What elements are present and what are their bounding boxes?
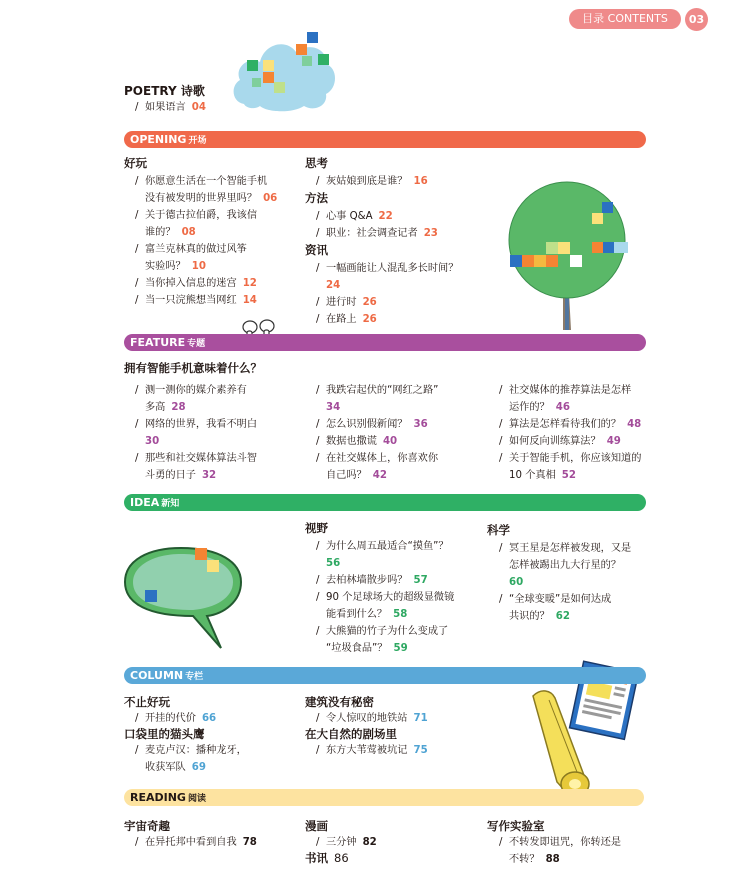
entry-page: 62	[555, 611, 570, 622]
entry-line	[135, 834, 257, 851]
slash-mark: /	[135, 745, 139, 756]
slash-mark: /	[316, 626, 320, 637]
section-bar-reading	[124, 789, 644, 806]
entry-page: 30	[145, 436, 160, 447]
entry-title: 多高	[145, 402, 166, 413]
entry-title: 为什么周五最适合“摸鱼”？	[326, 541, 449, 552]
entry-line	[499, 399, 570, 416]
entry-title: 那些和社交媒体算法斗智	[145, 453, 258, 464]
entry-title: 三分钟	[326, 837, 357, 848]
entry-line	[499, 834, 621, 851]
entry-title: 关于智能手机，你应该知道的	[509, 453, 642, 464]
slash-mark: /	[135, 295, 139, 306]
slash-mark: /	[316, 436, 320, 447]
entry-page: 34	[326, 402, 341, 413]
entry-title: 关于德古拉伯爵，我该信	[145, 210, 258, 221]
entry-page: 88	[545, 854, 560, 865]
slash-mark: /	[316, 419, 320, 430]
slash-mark: /	[316, 837, 320, 848]
slash-mark: /	[135, 278, 139, 289]
slash-mark: /	[316, 592, 320, 603]
entry-line	[135, 759, 206, 776]
subsection-heading: 方法	[305, 191, 328, 205]
entry-line	[499, 540, 631, 557]
section-bar-idea	[124, 494, 646, 511]
entry-title: 心事 Q&A	[326, 211, 373, 222]
entry-page: 59	[393, 643, 408, 654]
entry-page: 49	[606, 436, 621, 447]
entry-title: 测一测你的媒介素养有	[145, 385, 247, 396]
entry-page: 24	[326, 280, 341, 291]
entry-line	[316, 742, 428, 759]
entry-page: 69	[191, 762, 206, 773]
slash-mark: /	[135, 713, 139, 724]
entry-page: 23	[423, 228, 438, 239]
entry-title: 令人惊叹的地铁站	[326, 713, 408, 724]
entry-page: 52	[561, 470, 576, 481]
entry-line	[316, 606, 407, 623]
subsection-heading: 建筑没有秘密	[305, 695, 374, 709]
bar-subtitle: 开场	[188, 136, 207, 146]
slash-mark: /	[135, 419, 139, 430]
entry-line	[135, 173, 267, 190]
entry-title: 能看到什么？	[326, 609, 388, 620]
entry-title: 不转？	[509, 854, 540, 865]
entry-title: 东方大苇莺被坑记	[326, 745, 408, 756]
entry-line	[499, 433, 621, 450]
page-number: 03	[685, 8, 708, 31]
entry-title: 冥王星是怎样被发现，又是	[509, 543, 632, 554]
entry-line	[135, 416, 257, 433]
entry-line	[499, 416, 641, 433]
poetry-entry[interactable]: / 如果语言 04	[135, 102, 206, 113]
entry-line	[316, 382, 438, 399]
entry-line	[135, 275, 257, 292]
entry-title: 斗勇的日子	[145, 470, 196, 481]
poetry-heading: POETRY 诗歌	[124, 84, 205, 98]
entry-line	[316, 710, 428, 727]
entry-page: 14	[242, 295, 257, 306]
entry-title: 实验吗？	[145, 261, 186, 272]
subsection-heading: 科学	[487, 523, 510, 537]
entry-page: 71	[413, 713, 428, 724]
entry-line	[135, 742, 247, 759]
bar-subtitle: 新知	[161, 499, 180, 509]
bar-title: READING	[130, 791, 186, 804]
entry-page: 86	[334, 851, 349, 865]
entry-title: 你愿意生活在一个智能手机	[145, 176, 268, 187]
entry-title: 开挂的代价	[145, 713, 196, 724]
slash-mark: /	[135, 453, 139, 464]
entry-line	[499, 467, 576, 484]
entry-title: 大熊猫的竹子为什么变成了	[326, 626, 449, 637]
entry-page: 26	[362, 314, 377, 325]
entry-line	[135, 433, 159, 450]
entry-title: “垃圾食品”？	[326, 643, 388, 654]
entry-line	[135, 292, 257, 309]
entry-title: 一幅画能让人混乱多长时间？	[326, 263, 459, 274]
entry-line	[316, 173, 428, 190]
slash-mark: /	[316, 176, 320, 187]
entry-page: 32	[201, 470, 217, 481]
slash-mark: /	[499, 436, 503, 447]
entry-line	[316, 277, 340, 294]
entry-page: 48	[627, 419, 642, 430]
bar-title: OPENING	[130, 133, 187, 146]
entry-title: 麦克卢汉：播种龙牙，	[145, 745, 247, 756]
bar-title: COLUMN	[130, 669, 184, 682]
bar-title: FEATURE	[130, 336, 186, 349]
entry-line	[135, 224, 196, 241]
entry-page: 56	[326, 558, 341, 569]
entry-page: 12	[242, 278, 257, 289]
entry-line	[135, 382, 247, 399]
entry-line	[316, 834, 377, 851]
section-bar-column	[124, 667, 646, 684]
subsection-heading: 口袋里的猫头鹰	[124, 727, 205, 741]
entry-title: 共识的？	[509, 611, 550, 622]
entry-title: 在路上	[326, 314, 357, 325]
entry-title: 职业：社会调查记者	[326, 228, 418, 239]
entry-line	[135, 710, 216, 727]
entry-page: 26	[362, 297, 377, 308]
slash-mark: /	[499, 594, 503, 605]
entry-title: 算法是怎样看待我们的？	[509, 419, 622, 430]
entry-title: 没有被发明的世界里吗？	[145, 193, 258, 204]
entry-line	[316, 467, 387, 484]
bar-subtitle: 专栏	[185, 672, 204, 682]
entry-page: 57	[413, 575, 428, 586]
entry-title: 社交媒体的推荐算法是怎样	[509, 385, 632, 396]
entry-title: 当你掉入信息的迷宫	[145, 278, 237, 289]
entry-page: 36	[413, 419, 428, 430]
entry-title: “全球变暖”是如何达成	[509, 594, 612, 605]
slash-mark: /	[316, 211, 320, 222]
entry-page: 22	[378, 211, 393, 222]
entry-line	[499, 450, 641, 467]
entry-title: 10 个真相	[509, 470, 556, 481]
subsection-heading: 资讯	[305, 243, 328, 257]
entry-title: 我跌宕起伏的“网红之路”	[326, 385, 439, 396]
contents-label: 目录 CONTENTS	[569, 9, 681, 29]
subsection-heading: 视野	[305, 521, 328, 535]
slash-mark: /	[499, 419, 503, 430]
entry-title: 数据也撒谎	[326, 436, 377, 447]
tree-illustration	[505, 178, 635, 338]
entry-line	[316, 538, 449, 555]
entry-page: 46	[555, 402, 570, 413]
slash-mark: /	[316, 228, 320, 239]
section-bar-feature	[124, 334, 646, 351]
subsection-heading: 思考	[305, 156, 328, 170]
entry-line	[499, 608, 570, 625]
entry-line	[316, 572, 428, 589]
slash-mark: /	[135, 244, 139, 255]
slash-mark: /	[499, 385, 503, 396]
entry-line	[499, 382, 631, 399]
subsection-heading: 宇宙奇趣	[124, 819, 170, 833]
slash-mark: /	[316, 297, 320, 308]
entry-title: 怎样被踢出九大行星的？	[509, 560, 622, 571]
speech-bubble-illustration	[123, 540, 245, 650]
entry-line	[316, 294, 377, 311]
entry-line	[499, 851, 560, 868]
entry-page: 66	[201, 713, 217, 724]
entry-page: 82	[362, 837, 377, 848]
bar-subtitle: 专题	[187, 339, 206, 349]
entry-line	[135, 399, 186, 416]
subsection-heading: 好玩	[124, 156, 147, 170]
entry-line	[135, 207, 257, 224]
entry-line	[316, 208, 393, 225]
entry-line	[316, 555, 340, 572]
slash-mark: /	[316, 263, 320, 274]
section-bar-opening	[124, 131, 646, 148]
entry-line	[316, 225, 438, 242]
entry-title: 灰姑娘到底是谁？	[326, 176, 408, 187]
slash-mark: /	[316, 453, 320, 464]
entry-line	[499, 574, 523, 591]
entry-title: 当一只浣熊想当网红	[145, 295, 237, 306]
entry-title: 富兰克林真的做过风筝	[145, 244, 247, 255]
entry-page: 58	[393, 609, 408, 620]
entry-title: 运作的？	[509, 402, 550, 413]
entry-line	[499, 591, 611, 608]
entry-line	[316, 416, 428, 433]
entry-line	[316, 450, 438, 467]
entry-title: 怎么识别假新闻？	[326, 419, 408, 430]
slash-mark: /	[316, 575, 320, 586]
slash-mark: /	[316, 541, 320, 552]
entry-page: 78	[242, 837, 257, 848]
entry-title: 网络的世界，我看不明白	[145, 419, 258, 430]
subsection-heading: 不止好玩	[124, 695, 170, 709]
heading-title: 书讯	[305, 851, 328, 865]
slash-mark: /	[316, 314, 320, 325]
entry-title: 在社交媒体上，你喜欢你	[326, 453, 439, 464]
slash-mark: /	[135, 837, 139, 848]
entry-page: 04	[191, 102, 206, 113]
slash-mark: /	[135, 385, 139, 396]
slash-mark: /	[499, 837, 503, 848]
entry-page: 16	[413, 176, 428, 187]
entry-line	[135, 258, 206, 275]
slash-mark: /	[316, 713, 320, 724]
slash-mark: /	[316, 385, 320, 396]
slash-mark: /	[499, 453, 503, 464]
entry-line	[499, 557, 621, 574]
entry-title: 如果语言	[145, 102, 186, 113]
cloud-illustration	[230, 32, 340, 112]
entry-line	[316, 433, 397, 450]
entry-title: 不转发即诅咒，你转还是	[509, 837, 622, 848]
entry-title: 90 个足球场大的超级显微镜	[326, 592, 455, 603]
subsection-heading[interactable]	[305, 851, 349, 866]
entry-line	[316, 311, 377, 328]
entry-page: 40	[382, 436, 398, 447]
entry-page: 60	[509, 577, 524, 588]
subsection-heading: 在大自然的剧场里	[305, 727, 397, 741]
entry-title: 自己吗？	[326, 470, 367, 481]
entry-page: 42	[372, 470, 387, 481]
entry-page: 06	[263, 193, 278, 204]
entry-line	[135, 450, 257, 467]
slash-mark: /	[135, 176, 139, 187]
entry-page: 28	[171, 402, 186, 413]
slash-mark: /	[316, 745, 320, 756]
entry-page: 08	[181, 227, 196, 238]
entry-page: 10	[191, 261, 206, 272]
slash-mark: /	[135, 210, 139, 221]
entry-line	[135, 190, 277, 207]
entry-title: 在异托邦中看到自我	[145, 837, 237, 848]
bar-title: IDEA	[130, 496, 160, 509]
entry-line	[316, 640, 408, 657]
entry-line	[316, 589, 454, 606]
entry-title: 谁的？	[145, 227, 176, 238]
entry-line	[316, 399, 340, 416]
entry-line	[135, 467, 216, 484]
entry-title: 如何反向训练算法？	[509, 436, 601, 447]
entry-title: 收获军队	[145, 762, 186, 773]
entry-line	[316, 623, 448, 640]
entry-line	[316, 260, 458, 277]
entry-line	[135, 241, 247, 258]
feature-heading: 拥有智能手机意味着什么？	[124, 361, 262, 375]
bar-subtitle: 阅读	[187, 794, 206, 804]
entry-page: 75	[413, 745, 428, 756]
subsection-heading: 漫画	[305, 819, 328, 833]
entry-title: 进行时	[326, 297, 357, 308]
subsection-heading: 写作实验室	[487, 819, 545, 833]
slash-mark: /	[499, 543, 503, 554]
entry-title: 去柏林墙散步吗？	[326, 575, 408, 586]
